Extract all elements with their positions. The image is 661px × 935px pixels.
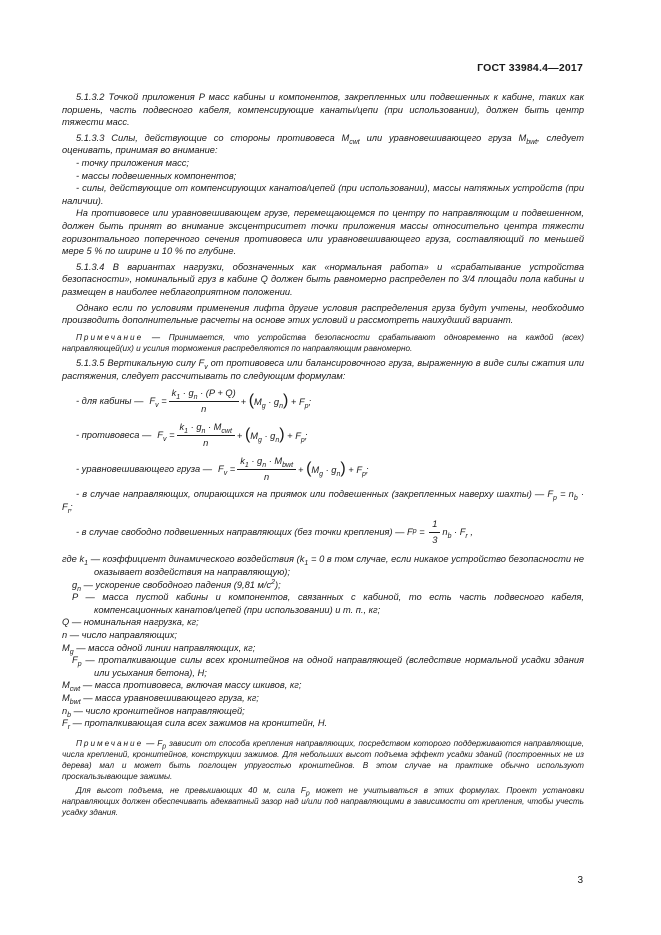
para-5135: 5.1.3.5 Вертикальную силу $F_v$ от противовеса или балансировочного груза, выраженную в виде силы сжатия или растяжения, следует рассчитывать по следующим формулам:: [62, 358, 585, 381]
def-Mbwt: $M_{bwt}$ — масса уравновешивающего груза, кг;: [62, 693, 259, 706]
def-Fr: $F_r$ — проталкивающая сила всех зажимов на кронштейн, Н.: [62, 718, 328, 732]
formula-cabin: - для кабины — $F_v$ = $\frac{k_1 \cdot g_n \cdot (P + Q)}{n}$ + $(M_g \cdot g_n) + F_p$;: [76, 388, 312, 414]
def-P: P — масса пустой кабины и компонентов, связанных с кабиной, то есть часть подвесного кабеля, компенсационных канатов/цепей (при использовании) и т. п., кг;: [72, 592, 584, 615]
note-2-tail: Для высот подъема, не превышающих 40 м, сила $F_p$ может не учитываться в этих формулах. Проект установки направляющих должен обеспечивать адекватный зазор над и/или под направляющими в зависимости от крепления, чтобы учесть усадку здания.: [62, 785, 585, 817]
note-1: Примечание — Принимается, что устройства безопасности срабатывают одновременно на каждой (всех) направляющей(их) и усилия торможения распределяются по направляющим равномерно.: [62, 332, 584, 353]
def-n: n — число направляющих;: [62, 630, 177, 641]
para-5134: 5.1.3.4 В вариантах нагрузки, обозначенных как «нормальная работа» и «срабатывание устройства безопасности», номинальный груз в кабине Q должен быть равномерно распределен по 3/4 площади пола кабины и размещен в наиболее неблагоприятном положении.: [62, 261, 584, 297]
def-Mg: $M_g$ — масса одной линии направляющих, кг;: [62, 642, 256, 656]
def-nb: $n_b$ — число кронштейнов направляющей;: [62, 705, 245, 719]
list-item: - массы подвешенных компонентов;: [76, 170, 237, 181]
page-content: [62, 91, 584, 818]
note-2: Примечание — $F_p$ зависит от способа крепления направляющих, посредством которого поддерживаются направляющие, числа креплений, кронштейнов, конструкции зажимов. Для небольших высот подъема эффект усадки зданий (построенных не из дерева) мал и может быть поглощен упругостью кронштейнов. В этом случае на практике обычно используют проскальзывающие зажимы.: [62, 738, 584, 782]
def-Mcwt: $M_{cwt}$ — масса противовеса, включая массу шкивов, кг;: [62, 680, 302, 694]
list-item: - силы, действующие от компенсирующих канатов/цепей (при использовании), массы натяжных устройств (при наличии).: [62, 183, 584, 206]
def-k1: где $k_1$ — коэффициент динамического воздействия ($k_1 = 0$ в том случае, если никакое устройство безопасности не оказывает воздействия на направляющую);: [62, 554, 584, 578]
def-gn: $g_n$ — ускорение свободного падения (9,81 $м/с^2$);: [72, 578, 281, 593]
formula-counterweight: - противовеса — $F_v$ = $\frac{k_1 \cdot g_n \cdot M_{cwt}}{n}$ + $(M_g \cdot g_n) + F_p$;: [76, 422, 308, 448]
para-5132: 5.1.3.2 Точкой приложения P масс кабины и компонентов, закрепленных или подвешенных к кабине, таких как поршень, часть подвесного кабеля, компенсирующие канаты/цепи (при использовании), должен быть центр тяжести масс.: [62, 92, 584, 128]
page-number: 3: [577, 875, 583, 886]
definitions-list: [62, 553, 584, 732]
list-item: - точку приложения масс;: [76, 157, 189, 168]
para-eccentricity: На противовесе или уравновешивающем грузе, перемещающемся по центру по направляющим и подвешенном, должен быть принят во внимание эксцентриситет точки приложения массы относительно центра тяжести горизонтального поперечного сечения противовеса или уравновешивающего груза, составляющий по меньшей мере 5 % по ширине и 10 % по глубине.: [62, 208, 584, 257]
standard-header: ГОСТ 33984.4—2017: [477, 62, 583, 74]
para-other-conditions: Однако если по условиям применения лифта другие условия распределения груза будут учтены, необходимо производить дополнительные расчеты на основе этих условий и рассмотреть наихудший вариант.: [62, 302, 584, 326]
para-5133: 5.1.3.3 Силы, действующие со стороны противовеса $M_{cwt}$ или уравновешивающего груза $M_{bwt}$, следует оценивать, принимая во внимание:: [62, 132, 584, 156]
fp-case-free: - в случае свободно подвешенных направляющих (без точки крепления) — F p = $\frac{1}{3}$ $n_b \cdot F_r$ ,: [76, 519, 473, 545]
fp-case-supported: - в случае направляющих, опирающихся на приямок или подвешенных (закрепленных наверху шахты) — $F_p = n_b \cdot F_r$;: [62, 489, 584, 515]
def-Fp: $F_p$ — проталкивающие силы всех кронштейнов на одной направляющей (вследствие нормальной усадки здания или усыхания бетона), H;: [72, 655, 584, 678]
def-Q: Q — номинальная нагрузка, кг;: [62, 617, 199, 628]
formula-balancing-weight: - уравновешивающего груза — $F_v$ = $\frac{k_1 \cdot g_n \cdot M_{bwt}}{n}$ + $(M_g \cdot g_n) + F_p$;: [76, 456, 369, 482]
